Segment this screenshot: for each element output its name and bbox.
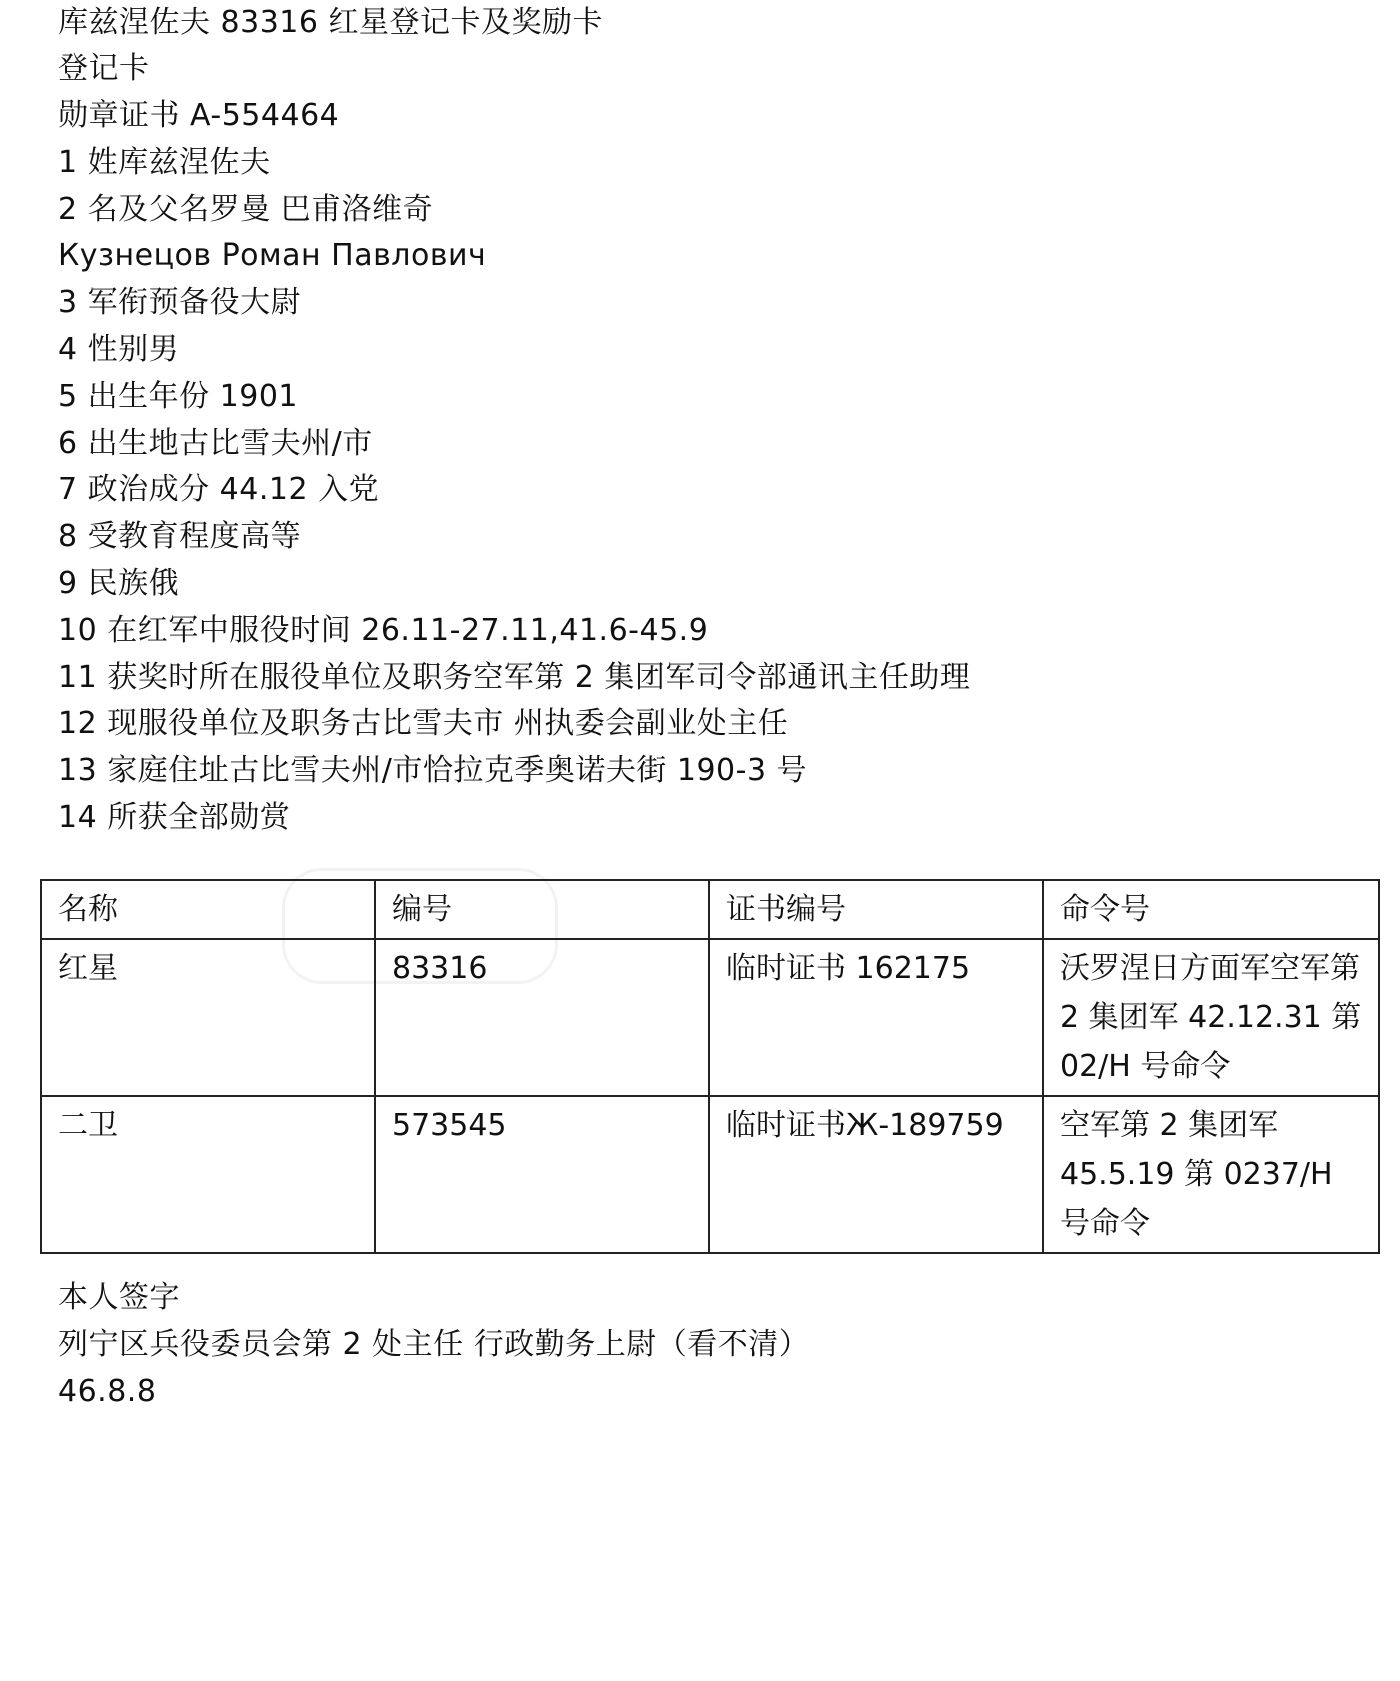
signature-label: 本人签字 (58, 1280, 180, 1315)
field-birth-year: 5 出生年份 1901 (58, 379, 299, 414)
field-home-address: 13 家庭住址古比雪夫州/市恰拉克季奥诺夫街 190-3 号 (58, 753, 808, 788)
award-certificate: 临时证书 162175 (709, 939, 1043, 1096)
award-number: 83316 (375, 939, 709, 1096)
certificate-number: 勋章证书 A-554464 (58, 98, 340, 133)
header-number: 编号 (375, 880, 709, 939)
header-name: 名称 (41, 880, 375, 939)
field-all-awards: 14 所获全部勋赏 (58, 800, 291, 835)
awards-table (40, 879, 1380, 1254)
field-birthplace: 6 出生地古比雪夫州/市 (58, 426, 373, 461)
header-order: 命令号 (1043, 880, 1379, 939)
field-name-russian: Кузнецов Роман Павлович (58, 238, 487, 273)
field-party: 7 政治成分 44.12 入党 (58, 472, 380, 507)
card-title: 库兹涅佐夫 83316 红星登记卡及奖励卡 (58, 5, 604, 40)
field-current-unit: 12 现服役单位及职务古比雪夫市 州执委会副业处主任 (58, 706, 789, 741)
signature-date: 46.8.8 (58, 1374, 157, 1409)
award-number: 573545 (375, 1096, 709, 1253)
field-education: 8 受教育程度高等 (58, 519, 302, 554)
field-nationality: 9 民族俄 (58, 566, 180, 601)
field-rank: 3 军衔预备役大尉 (58, 285, 302, 320)
field-unit-at-award: 11 获奖时所在服役单位及职务空军第 2 集团军司令部通讯主任助理 (58, 660, 971, 695)
award-name: 红星 (41, 939, 375, 1096)
award-certificate: 临时证书Ж-189759 (709, 1096, 1043, 1253)
table-header-row (41, 880, 1379, 939)
table-row (41, 1096, 1379, 1253)
award-order: 空军第 2 集团军 45.5.19 第 0237/H 号命令 (1043, 1096, 1379, 1253)
field-surname: 1 姓库兹涅佐夫 (58, 145, 271, 180)
award-name: 二卫 (41, 1096, 375, 1253)
field-name-patronymic: 2 名及父名罗曼 巴甫洛维奇 (58, 192, 434, 227)
official-signature: 列宁区兵役委员会第 2 处主任 行政勤务上尉（看不清） (58, 1327, 810, 1362)
field-sex: 4 性别男 (58, 332, 180, 367)
table-row (41, 939, 1379, 1096)
field-service-period: 10 在红军中服役时间 26.11-27.11,41.6-45.9 (58, 613, 709, 648)
header-certificate: 证书编号 (709, 880, 1043, 939)
award-order: 沃罗涅日方面军空军第 2 集团军 42.12.31 第 02/H 号命令 (1043, 939, 1379, 1096)
card-subtitle: 登记卡 (58, 51, 150, 86)
